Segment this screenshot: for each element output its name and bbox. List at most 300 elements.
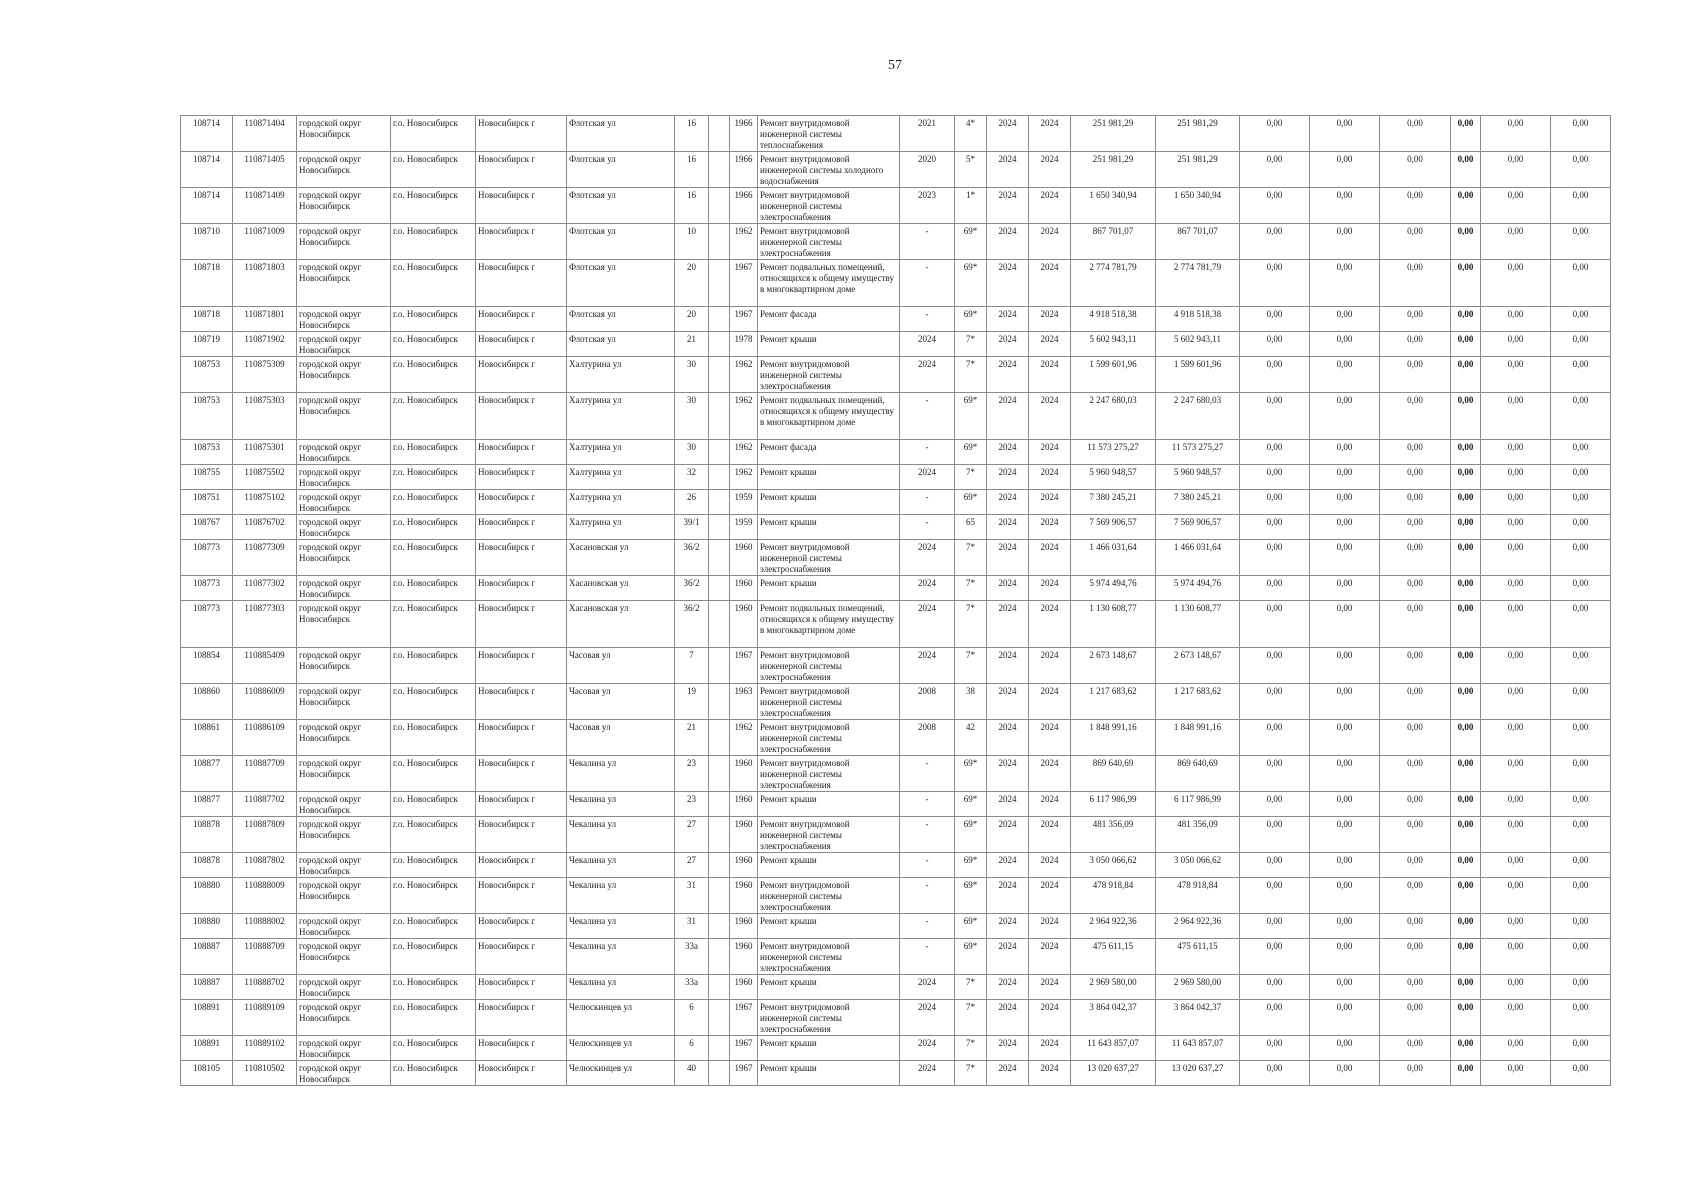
lifespan-cell: 7* <box>955 357 987 393</box>
building-cell <box>709 756 730 792</box>
value-4-cell: 0,00 <box>1451 307 1481 332</box>
building-cell <box>709 975 730 1000</box>
plan-end-cell: 2024 <box>1029 756 1071 792</box>
building-cell <box>709 878 730 914</box>
lifespan-cell: 69* <box>955 817 987 853</box>
row-id-cell: 108718 <box>181 260 233 307</box>
work-code-cell: 110887709 <box>233 756 297 792</box>
street-cell: Чекалина ул <box>567 756 675 792</box>
year-built-cell: 1960 <box>730 792 758 817</box>
total-cost-cell: 1 650 340,94 <box>1071 188 1156 224</box>
municipality-cell: г.о. Новосибирск <box>391 152 476 188</box>
value-6-cell: 0,00 <box>1551 260 1611 307</box>
total-cost-cell: 1 599 601,96 <box>1071 357 1156 393</box>
table-row <box>181 817 1611 853</box>
lifespan-cell: 4* <box>955 116 987 152</box>
year-built-cell: 1966 <box>730 116 758 152</box>
work-type-cell: Ремонт внутридомовой инженерной системы электроснабжения <box>758 684 900 720</box>
table-row <box>181 332 1611 357</box>
value-3-cell: 0,00 <box>1380 393 1451 440</box>
year-built-cell: 1960 <box>730 914 758 939</box>
work-code-cell: 110885409 <box>233 648 297 684</box>
value-1-cell: 0,00 <box>1240 914 1310 939</box>
district-cell: городской округ Новосибирск <box>297 792 391 817</box>
value-4-cell: 0,00 <box>1451 576 1481 601</box>
municipality-cell: г.о. Новосибирск <box>391 393 476 440</box>
year-built-cell: 1962 <box>730 224 758 260</box>
value-2-cell: 0,00 <box>1310 1061 1380 1086</box>
row-id-cell: 108773 <box>181 576 233 601</box>
house-cell: 16 <box>675 188 709 224</box>
value-1-cell: 0,00 <box>1240 465 1310 490</box>
year-built-cell: 1960 <box>730 540 758 576</box>
total-cost-cell: 2 673 148,67 <box>1071 648 1156 684</box>
street-cell: Часовая ул <box>567 720 675 756</box>
plan-start-cell: 2024 <box>987 878 1029 914</box>
year-built-cell: 1960 <box>730 975 758 1000</box>
building-cell <box>709 648 730 684</box>
value-5-cell: 0,00 <box>1481 1000 1551 1036</box>
locality-cell: Новосибирск г <box>476 116 567 152</box>
locality-cell: Новосибирск г <box>476 540 567 576</box>
fund-cost-cell: 13 020 637,27 <box>1156 1061 1240 1086</box>
year-built-cell: 1960 <box>730 939 758 975</box>
lifespan-cell: 69* <box>955 853 987 878</box>
value-4-cell: 0,00 <box>1451 515 1481 540</box>
total-cost-cell: 7 569 906,57 <box>1071 515 1156 540</box>
value-3-cell: 0,00 <box>1380 357 1451 393</box>
value-2-cell: 0,00 <box>1310 515 1380 540</box>
table-row <box>181 515 1611 540</box>
fund-cost-cell: 1 466 031,64 <box>1156 540 1240 576</box>
street-cell: Халтурина ул <box>567 465 675 490</box>
work-type-cell: Ремонт крыши <box>758 1036 900 1061</box>
fund-cost-cell: 2 247 680,03 <box>1156 393 1240 440</box>
plan-start-cell: 2024 <box>987 756 1029 792</box>
row-id-cell: 108854 <box>181 648 233 684</box>
row-id-cell: 108887 <box>181 975 233 1000</box>
street-cell: Хасановская ул <box>567 540 675 576</box>
value-5-cell: 0,00 <box>1481 648 1551 684</box>
total-cost-cell: 11 573 275,27 <box>1071 440 1156 465</box>
value-4-cell: 0,00 <box>1451 853 1481 878</box>
building-cell <box>709 152 730 188</box>
house-cell: 32 <box>675 465 709 490</box>
house-cell: 26 <box>675 490 709 515</box>
value-3-cell: 0,00 <box>1380 1000 1451 1036</box>
house-cell: 21 <box>675 720 709 756</box>
value-3-cell: 0,00 <box>1380 465 1451 490</box>
work-code-cell: 110888702 <box>233 975 297 1000</box>
fund-cost-cell: 7 569 906,57 <box>1156 515 1240 540</box>
house-cell: 36/2 <box>675 576 709 601</box>
municipality-cell: г.о. Новосибирск <box>391 332 476 357</box>
lifespan-cell: 7* <box>955 648 987 684</box>
locality-cell: Новосибирск г <box>476 224 567 260</box>
value-4-cell: 0,00 <box>1451 440 1481 465</box>
locality-cell: Новосибирск г <box>476 515 567 540</box>
value-5-cell: 0,00 <box>1481 792 1551 817</box>
house-cell: 23 <box>675 756 709 792</box>
plan-end-cell: 2024 <box>1029 1000 1071 1036</box>
value-5-cell: 0,00 <box>1481 440 1551 465</box>
district-cell: городской округ Новосибирск <box>297 817 391 853</box>
fund-cost-cell: 7 380 245,21 <box>1156 490 1240 515</box>
municipality-cell: г.о. Новосибирск <box>391 878 476 914</box>
plan-end-cell: 2024 <box>1029 914 1071 939</box>
year-built-cell: 1960 <box>730 853 758 878</box>
plan-start-cell: 2024 <box>987 490 1029 515</box>
work-code-cell: 110886109 <box>233 720 297 756</box>
value-4-cell: 0,00 <box>1451 393 1481 440</box>
value-4-cell: 0,00 <box>1451 756 1481 792</box>
table-row <box>181 853 1611 878</box>
value-1-cell: 0,00 <box>1240 490 1310 515</box>
year-built-cell: 1967 <box>730 260 758 307</box>
street-cell: Хасановская ул <box>567 576 675 601</box>
value-3-cell: 0,00 <box>1380 975 1451 1000</box>
value-1-cell: 0,00 <box>1240 939 1310 975</box>
street-cell: Халтурина ул <box>567 393 675 440</box>
work-code-cell: 110889102 <box>233 1036 297 1061</box>
municipality-cell: г.о. Новосибирск <box>391 188 476 224</box>
house-cell: 31 <box>675 878 709 914</box>
value-2-cell: 0,00 <box>1310 939 1380 975</box>
fund-cost-cell: 867 701,07 <box>1156 224 1240 260</box>
table-row <box>181 939 1611 975</box>
total-cost-cell: 6 117 986,99 <box>1071 792 1156 817</box>
value-5-cell: 0,00 <box>1481 1036 1551 1061</box>
house-cell: 36/2 <box>675 540 709 576</box>
work-type-cell: Ремонт внутридомовой инженерной системы электроснабжения <box>758 357 900 393</box>
district-cell: городской округ Новосибирск <box>297 224 391 260</box>
fund-cost-cell: 251 981,29 <box>1156 152 1240 188</box>
last-repair-year-cell: - <box>900 878 955 914</box>
year-built-cell: 1967 <box>730 1036 758 1061</box>
table-row <box>181 720 1611 756</box>
work-code-cell: 110871902 <box>233 332 297 357</box>
table-row <box>181 307 1611 332</box>
value-4-cell: 0,00 <box>1451 878 1481 914</box>
lifespan-cell: 69* <box>955 878 987 914</box>
work-type-cell: Ремонт подвальных помещений, относящихся к общему имуществу в многоквартирном доме <box>758 601 900 648</box>
lifespan-cell: 7* <box>955 1036 987 1061</box>
street-cell: Флотская ул <box>567 332 675 357</box>
table-row <box>181 188 1611 224</box>
district-cell: городской округ Новосибирск <box>297 1061 391 1086</box>
work-code-cell: 110875102 <box>233 490 297 515</box>
value-5-cell: 0,00 <box>1481 914 1551 939</box>
last-repair-year-cell: 2024 <box>900 576 955 601</box>
value-5-cell: 0,00 <box>1481 720 1551 756</box>
plan-start-cell: 2024 <box>987 684 1029 720</box>
house-cell: 30 <box>675 393 709 440</box>
fund-cost-cell: 2 673 148,67 <box>1156 648 1240 684</box>
municipality-cell: г.о. Новосибирск <box>391 817 476 853</box>
work-type-cell: Ремонт внутридомовой инженерной системы электроснабжения <box>758 648 900 684</box>
lifespan-cell: 7* <box>955 975 987 1000</box>
plan-start-cell: 2024 <box>987 720 1029 756</box>
fund-cost-cell: 3 050 066,62 <box>1156 853 1240 878</box>
value-4-cell: 0,00 <box>1451 684 1481 720</box>
plan-start-cell: 2024 <box>987 116 1029 152</box>
value-1-cell: 0,00 <box>1240 720 1310 756</box>
value-2-cell: 0,00 <box>1310 648 1380 684</box>
value-1-cell: 0,00 <box>1240 116 1310 152</box>
fund-cost-cell: 6 117 986,99 <box>1156 792 1240 817</box>
last-repair-year-cell: 2024 <box>900 975 955 1000</box>
value-5-cell: 0,00 <box>1481 332 1551 357</box>
work-type-cell: Ремонт фасада <box>758 307 900 332</box>
district-cell: городской округ Новосибирск <box>297 756 391 792</box>
plan-end-cell: 2024 <box>1029 792 1071 817</box>
locality-cell: Новосибирск г <box>476 792 567 817</box>
table-row <box>181 792 1611 817</box>
last-repair-year-cell: - <box>900 393 955 440</box>
row-id-cell: 108714 <box>181 188 233 224</box>
building-cell <box>709 1036 730 1061</box>
municipality-cell: г.о. Новосибирск <box>391 792 476 817</box>
fund-cost-cell: 5 602 943,11 <box>1156 332 1240 357</box>
house-cell: 36/2 <box>675 601 709 648</box>
value-1-cell: 0,00 <box>1240 307 1310 332</box>
work-code-cell: 110875502 <box>233 465 297 490</box>
year-built-cell: 1978 <box>730 332 758 357</box>
value-1-cell: 0,00 <box>1240 878 1310 914</box>
value-2-cell: 0,00 <box>1310 1036 1380 1061</box>
street-cell: Флотская ул <box>567 260 675 307</box>
district-cell: городской округ Новосибирск <box>297 1000 391 1036</box>
district-cell: городской округ Новосибирск <box>297 1036 391 1061</box>
street-cell: Чекалина ул <box>567 817 675 853</box>
lifespan-cell: 69* <box>955 756 987 792</box>
value-5-cell: 0,00 <box>1481 393 1551 440</box>
value-6-cell: 0,00 <box>1551 648 1611 684</box>
street-cell: Халтурина ул <box>567 357 675 393</box>
lifespan-cell: 7* <box>955 1061 987 1086</box>
work-type-cell: Ремонт крыши <box>758 914 900 939</box>
row-id-cell: 108878 <box>181 853 233 878</box>
municipality-cell: г.о. Новосибирск <box>391 515 476 540</box>
table-row <box>181 393 1611 440</box>
building-cell <box>709 260 730 307</box>
work-code-cell: 110888002 <box>233 914 297 939</box>
house-cell: 23 <box>675 792 709 817</box>
work-code-cell: 110871405 <box>233 152 297 188</box>
fund-cost-cell: 11 573 275,27 <box>1156 440 1240 465</box>
value-2-cell: 0,00 <box>1310 393 1380 440</box>
plan-end-cell: 2024 <box>1029 515 1071 540</box>
work-type-cell: Ремонт внутридомовой инженерной системы холодного водоснабжения <box>758 152 900 188</box>
value-6-cell: 0,00 <box>1551 490 1611 515</box>
plan-start-cell: 2024 <box>987 515 1029 540</box>
work-code-cell: 110875309 <box>233 357 297 393</box>
locality-cell: Новосибирск г <box>476 307 567 332</box>
work-type-cell: Ремонт крыши <box>758 515 900 540</box>
value-2-cell: 0,00 <box>1310 720 1380 756</box>
street-cell: Чекалина ул <box>567 792 675 817</box>
lifespan-cell: 7* <box>955 1000 987 1036</box>
house-cell: 16 <box>675 116 709 152</box>
work-code-cell: 110875303 <box>233 393 297 440</box>
house-cell: 27 <box>675 853 709 878</box>
row-id-cell: 108880 <box>181 914 233 939</box>
year-built-cell: 1960 <box>730 817 758 853</box>
value-1-cell: 0,00 <box>1240 975 1310 1000</box>
plan-end-cell: 2024 <box>1029 332 1071 357</box>
plan-end-cell: 2024 <box>1029 440 1071 465</box>
table-row <box>181 576 1611 601</box>
fund-cost-cell: 869 640,69 <box>1156 756 1240 792</box>
row-id-cell: 108887 <box>181 939 233 975</box>
work-type-cell: Ремонт внутридомовой инженерной системы электроснабжения <box>758 1000 900 1036</box>
value-2-cell: 0,00 <box>1310 601 1380 648</box>
district-cell: городской округ Новосибирск <box>297 332 391 357</box>
lifespan-cell: 65 <box>955 515 987 540</box>
table-row <box>181 116 1611 152</box>
building-cell <box>709 188 730 224</box>
row-id-cell: 108751 <box>181 490 233 515</box>
table-row <box>181 1000 1611 1036</box>
plan-end-cell: 2024 <box>1029 853 1071 878</box>
value-4-cell: 0,00 <box>1451 260 1481 307</box>
locality-cell: Новосибирск г <box>476 720 567 756</box>
value-6-cell: 0,00 <box>1551 332 1611 357</box>
building-cell <box>709 465 730 490</box>
value-5-cell: 0,00 <box>1481 260 1551 307</box>
value-2-cell: 0,00 <box>1310 260 1380 307</box>
fund-cost-cell: 5 960 948,57 <box>1156 465 1240 490</box>
table-row <box>181 601 1611 648</box>
last-repair-year-cell: - <box>900 914 955 939</box>
work-type-cell: Ремонт крыши <box>758 332 900 357</box>
value-4-cell: 0,00 <box>1451 792 1481 817</box>
district-cell: городской округ Новосибирск <box>297 116 391 152</box>
year-built-cell: 1960 <box>730 756 758 792</box>
building-cell <box>709 792 730 817</box>
plan-end-cell: 2024 <box>1029 878 1071 914</box>
table-row <box>181 357 1611 393</box>
value-6-cell: 0,00 <box>1551 152 1611 188</box>
value-2-cell: 0,00 <box>1310 576 1380 601</box>
value-5-cell: 0,00 <box>1481 684 1551 720</box>
plan-start-cell: 2024 <box>987 188 1029 224</box>
work-type-cell: Ремонт внутридомовой инженерной системы электроснабжения <box>758 540 900 576</box>
work-code-cell: 110887809 <box>233 817 297 853</box>
row-id-cell: 108714 <box>181 116 233 152</box>
value-3-cell: 0,00 <box>1380 756 1451 792</box>
plan-end-cell: 2024 <box>1029 393 1071 440</box>
municipality-cell: г.о. Новосибирск <box>391 260 476 307</box>
value-4-cell: 0,00 <box>1451 914 1481 939</box>
year-built-cell: 1966 <box>730 188 758 224</box>
table-row <box>181 684 1611 720</box>
plan-start-cell: 2024 <box>987 817 1029 853</box>
locality-cell: Новосибирск г <box>476 152 567 188</box>
value-2-cell: 0,00 <box>1310 116 1380 152</box>
value-1-cell: 0,00 <box>1240 1061 1310 1086</box>
lifespan-cell: 5* <box>955 152 987 188</box>
total-cost-cell: 251 981,29 <box>1071 116 1156 152</box>
value-3-cell: 0,00 <box>1380 440 1451 465</box>
lifespan-cell: 7* <box>955 576 987 601</box>
plan-start-cell: 2024 <box>987 1000 1029 1036</box>
value-5-cell: 0,00 <box>1481 975 1551 1000</box>
street-cell: Чекалина ул <box>567 975 675 1000</box>
value-4-cell: 0,00 <box>1451 817 1481 853</box>
value-6-cell: 0,00 <box>1551 817 1611 853</box>
house-cell: 16 <box>675 152 709 188</box>
locality-cell: Новосибирск г <box>476 914 567 939</box>
value-6-cell: 0,00 <box>1551 116 1611 152</box>
value-6-cell: 0,00 <box>1551 224 1611 260</box>
last-repair-year-cell: 2024 <box>900 1036 955 1061</box>
street-cell: Флотская ул <box>567 116 675 152</box>
table-row <box>181 1061 1611 1086</box>
value-5-cell: 0,00 <box>1481 853 1551 878</box>
municipality-cell: г.о. Новосибирск <box>391 720 476 756</box>
row-id-cell: 108753 <box>181 393 233 440</box>
value-2-cell: 0,00 <box>1310 1000 1380 1036</box>
register-body <box>181 116 1611 1086</box>
total-cost-cell: 13 020 637,27 <box>1071 1061 1156 1086</box>
row-id-cell: 108773 <box>181 540 233 576</box>
row-id-cell: 108767 <box>181 515 233 540</box>
plan-end-cell: 2024 <box>1029 1061 1071 1086</box>
value-4-cell: 0,00 <box>1451 1000 1481 1036</box>
street-cell: Челюскинцев ул <box>567 1061 675 1086</box>
work-type-cell: Ремонт внутридомовой инженерной системы электроснабжения <box>758 939 900 975</box>
value-1-cell: 0,00 <box>1240 817 1310 853</box>
last-repair-year-cell: - <box>900 756 955 792</box>
work-type-cell: Ремонт крыши <box>758 853 900 878</box>
plan-start-cell: 2024 <box>987 648 1029 684</box>
value-2-cell: 0,00 <box>1310 540 1380 576</box>
work-code-cell: 110871404 <box>233 116 297 152</box>
value-4-cell: 0,00 <box>1451 648 1481 684</box>
locality-cell: Новосибирск г <box>476 1000 567 1036</box>
work-type-cell: Ремонт крыши <box>758 576 900 601</box>
value-1-cell: 0,00 <box>1240 357 1310 393</box>
value-1-cell: 0,00 <box>1240 152 1310 188</box>
plan-end-cell: 2024 <box>1029 817 1071 853</box>
work-code-cell: 110888709 <box>233 939 297 975</box>
table-row <box>181 1036 1611 1061</box>
locality-cell: Новосибирск г <box>476 878 567 914</box>
value-1-cell: 0,00 <box>1240 540 1310 576</box>
value-1-cell: 0,00 <box>1240 684 1310 720</box>
row-id-cell: 108718 <box>181 307 233 332</box>
row-id-cell: 108880 <box>181 878 233 914</box>
last-repair-year-cell: - <box>900 307 955 332</box>
fund-cost-cell: 4 918 518,38 <box>1156 307 1240 332</box>
lifespan-cell: 7* <box>955 465 987 490</box>
row-id-cell: 108714 <box>181 152 233 188</box>
fund-cost-cell: 1 217 683,62 <box>1156 684 1240 720</box>
value-1-cell: 0,00 <box>1240 601 1310 648</box>
value-6-cell: 0,00 <box>1551 720 1611 756</box>
last-repair-year-cell: 2008 <box>900 720 955 756</box>
building-cell <box>709 224 730 260</box>
total-cost-cell: 3 864 042,37 <box>1071 1000 1156 1036</box>
total-cost-cell: 481 356,09 <box>1071 817 1156 853</box>
municipality-cell: г.о. Новосибирск <box>391 576 476 601</box>
work-type-cell: Ремонт внутридомовой инженерной системы электроснабжения <box>758 188 900 224</box>
total-cost-cell: 478 918,84 <box>1071 878 1156 914</box>
work-type-cell: Ремонт крыши <box>758 1061 900 1086</box>
plan-end-cell: 2024 <box>1029 975 1071 1000</box>
house-cell: 19 <box>675 684 709 720</box>
